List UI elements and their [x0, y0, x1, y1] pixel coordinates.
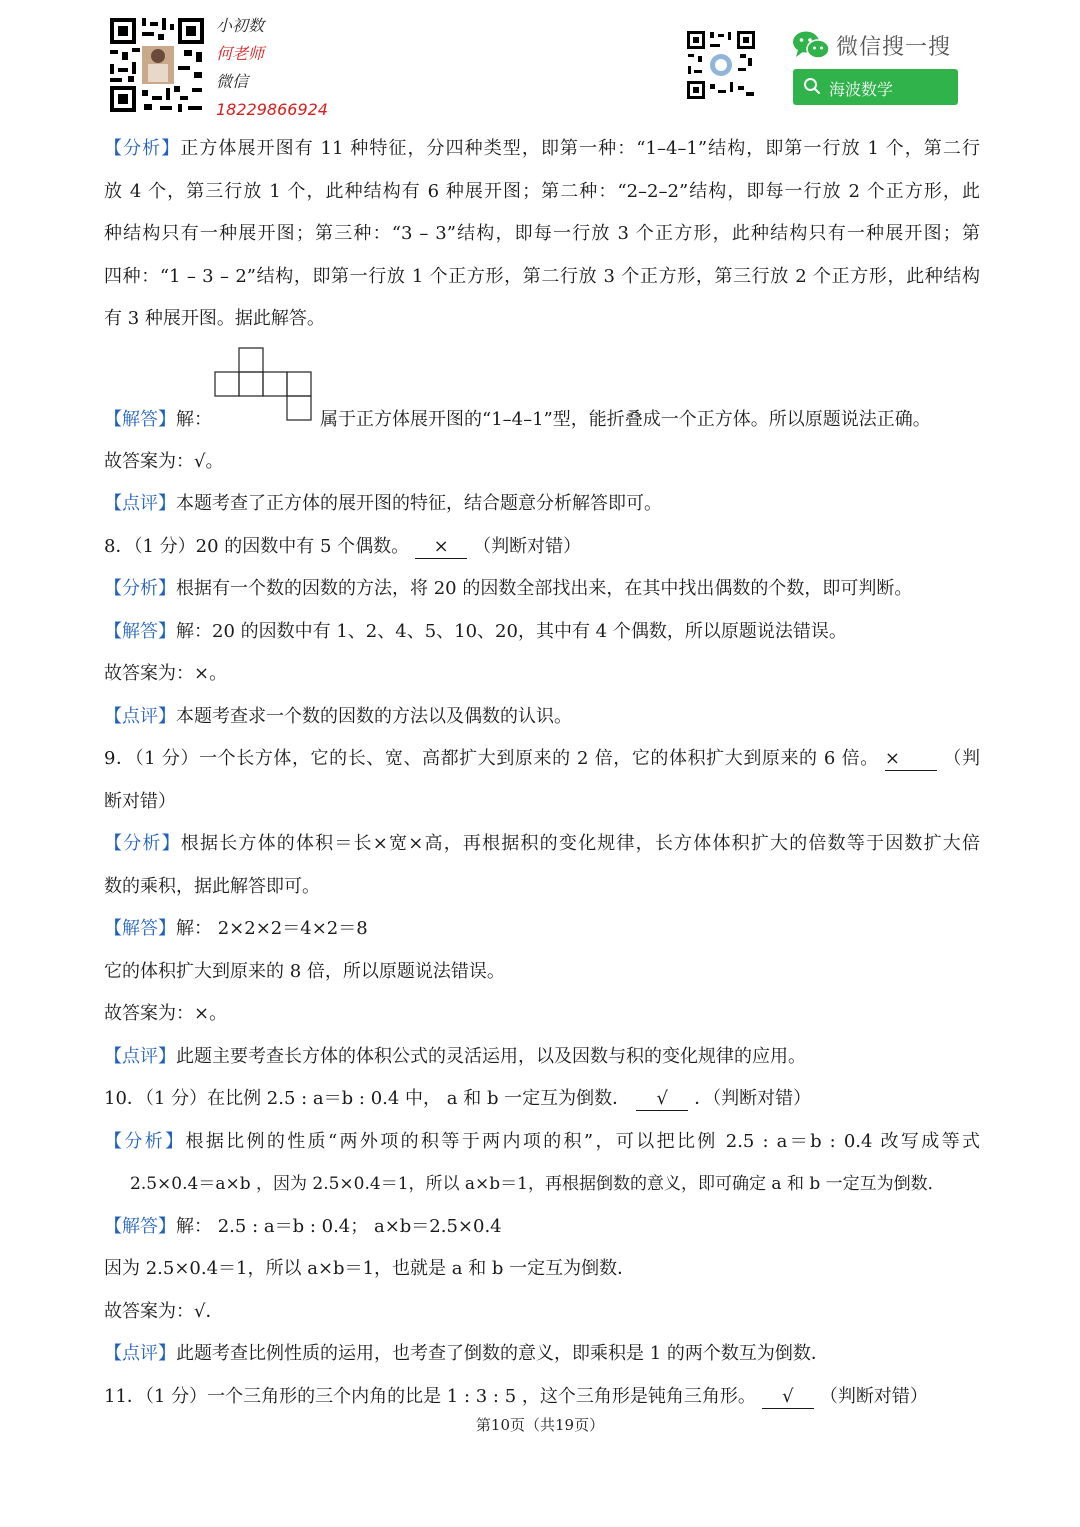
wechat-search-label: 微信搜一搜 — [836, 35, 952, 60]
analysis-tag: 【分析】 — [104, 578, 176, 599]
comment-tag: 【点评】 — [104, 493, 176, 514]
q9-final-answer: 故答案为：×。 — [104, 1003, 228, 1024]
q9-stem: 9．（1 分）一个长方体，它的长、宽、高都扩大到原来的 2 倍，它的体积扩大到原来的 6 倍。 × （判 — [104, 748, 980, 769]
q8-final-answer: 故答案为：×。 — [104, 663, 228, 684]
handwriting-line: 18229866924 — [216, 100, 328, 119]
qr-code-right — [686, 30, 756, 100]
q9-stem-line2: 断对错） — [104, 790, 176, 812]
analysis-tag: 【分析】 — [104, 1130, 186, 1152]
q9-answer: 【解答】解： 2×2×2＝4×2＝8 — [104, 918, 368, 939]
q10-comment: 【点评】此题考查比例性质的运用，也考查了倒数的意义，即乘积是 1 的两个数互为倒数． — [104, 1343, 829, 1364]
comment-tag: 【点评】 — [104, 1045, 176, 1067]
q9-analysis: 【分析】根据长方体的体积＝长×宽×高，再根据积的变化规律，长方体体积扩大的倍数等于因数扩大倍 — [104, 833, 981, 854]
q9-answer-line2: 它的体积扩大到原来的 8 倍，所以原题说法错误。 — [104, 960, 505, 982]
document-body — [104, 128, 980, 1418]
q7-answer: 【解答】解： 属于正方体展开图的“1–4–1”型，能折叠成一个正方体。所以原题说法正确。 — [104, 408, 931, 430]
answer-tag: 【解答】 — [104, 1215, 176, 1237]
q8-comment: 【点评】本题考查求一个数的因数的方法以及偶数的认识。 — [104, 705, 572, 727]
handwriting-line: 何老师 — [216, 44, 265, 63]
handwriting-line: 小初数 — [216, 16, 265, 35]
page-header — [0, 0, 1080, 125]
search-button[interactable] — [793, 69, 958, 105]
q11-stem: 11．（1 分）一个三角形的三个内角的比是 1 : 3 : 5 ，这个三角形是钝角三角形。 √ （判断对错） — [104, 1385, 928, 1407]
answer-tag: 【解答】 — [104, 918, 176, 939]
page-footer: 第10页（共19页） — [475, 1416, 605, 1434]
analysis-tag: 【分析】 — [104, 833, 181, 854]
answer-blank: √ — [636, 1088, 688, 1111]
q10-final-answer: 故答案为：√． — [104, 1300, 224, 1322]
q7-analysis-line: 四种：“1 – 3 – 2”结构，即第一行放 1 个正方形，第二行放 3 个正方形，第三行放 2 个正方形，此种结构 — [104, 265, 980, 287]
comment-tag: 【点评】 — [104, 1343, 176, 1364]
q10-answer-line2: 因为 2.5×0.4＝1，所以 a×b＝1，也就是 a 和 b 一定互为倒数． — [104, 1258, 636, 1279]
q7-analysis-line: 种结构只有一种展开图；第三种：“3 – 3”结构，即每一行放 3 个正方形，此种结构只有一种展开图；第 — [104, 223, 980, 244]
q9-comment: 【点评】此题主要考查长方体的体积公式的灵活运用，以及因数与积的变化规律的应用。 — [104, 1045, 806, 1067]
q7-answer-row — [104, 347, 980, 443]
handwritten-contact — [216, 12, 336, 124]
answer-tag: 【解答】 — [104, 408, 176, 430]
qr-code-left — [108, 16, 206, 114]
q10-stem: 10．（1 分）在比例 2.5 : a＝b : 0.4 中， a 和 b 一定互为倒数． √ ．（判断对错） — [104, 1088, 812, 1109]
q7-analysis-line: 有 3 种展开图。据此解答。 — [104, 308, 325, 329]
answer-tag: 【解答】 — [104, 620, 176, 642]
q7-final-answer: 故答案为：√。 — [104, 450, 224, 472]
analysis-tag: 【分析】 — [104, 138, 181, 159]
answer-blank: × — [885, 748, 937, 771]
q10-analysis: 【分析】根据比例的性质“两外项的积等于两内项的积”，可以把比例 2.5 : a＝b : 0.4 改写成等式 — [104, 1130, 980, 1152]
answer-blank: √ — [762, 1386, 814, 1409]
q7-analysis-line: 【分析】正方体展开图有 11 种特征，分四种类型，即第一种：“1–4–1”结构，即第一行放 1 个，第二行 — [104, 138, 980, 159]
wechat-search-brand — [792, 28, 972, 64]
q7-comment: 【点评】本题考查了正方体的展开图的特征，结合题意分析解答即可。 — [104, 493, 662, 514]
q8-answer: 【解答】解：20 的因数中有 1、2、4、5、10、20，其中有 4 个偶数，所以原题说法错误。 — [104, 620, 847, 642]
q9-analysis-line2: 数的乘积，据此解答即可。 — [104, 875, 320, 897]
wechat-icon — [792, 30, 830, 64]
search-icon — [803, 77, 821, 99]
q8-analysis: 【分析】根据有一个数的因数的方法，将 20 的因数全部找出来，在其中找出偶数的个数，即可判断。 — [104, 578, 913, 599]
q10-analysis-line2: 2.5×0.4＝a×b ，因为 2.5×0.4＝1，所以 a×b＝1，再根据倒数的意义，即可确定 a 和 b 一定互为倒数． — [130, 1174, 945, 1194]
comment-tag: 【点评】 — [104, 705, 176, 727]
q10-answer: 【解答】解： 2.5 : a＝b : 0.4； a×b＝2.5×0.4 — [104, 1215, 502, 1237]
q8-stem: 8．（1 分）20 的因数中有 5 个偶数。 × （判断对错） — [104, 535, 582, 557]
answer-blank: × — [415, 536, 467, 559]
q7-analysis-line: 放 4 个，第三行放 1 个，此种结构有 6 种展开图；第二种：“2–2–2”结构，即每一行放 2 个正方形，此 — [104, 180, 980, 202]
search-label: 海波数学 — [829, 80, 894, 99]
handwriting-line: 微信 — [216, 72, 249, 91]
